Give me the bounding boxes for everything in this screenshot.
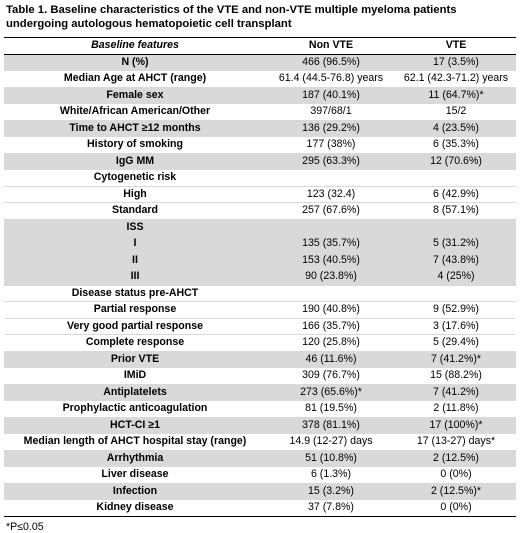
row-nonvte-value: 466 (96.5%) [266, 54, 396, 71]
table-row [4, 335, 516, 352]
row-nonvte-value: 273 (65.6%)* [266, 384, 396, 401]
table-row [4, 467, 516, 484]
row-vte-value [396, 219, 516, 236]
row-vte-value: 4 (25%) [396, 269, 516, 286]
row-feature: Time to AHCT ≥12 months [4, 120, 266, 137]
row-vte-value: 5 (31.2%) [396, 236, 516, 253]
row-feature: Antiplatelets [4, 384, 266, 401]
row-feature: N (%) [4, 54, 266, 71]
row-feature: Disease status pre-AHCT [4, 285, 266, 302]
table-row [4, 219, 516, 236]
row-vte-value [396, 285, 516, 302]
table-row [4, 351, 516, 368]
row-feature: II [4, 252, 266, 269]
row-nonvte-value: 81 (19.5%) [266, 401, 396, 418]
table-row [4, 401, 516, 418]
row-vte-value: 2 (12.5%) [396, 450, 516, 467]
row-vte-value: 9 (52.9%) [396, 302, 516, 319]
row-nonvte-value: 61.4 (44.5-76.8) years [266, 71, 396, 88]
table-row [4, 450, 516, 467]
table-row [4, 417, 516, 434]
row-vte-value: 6 (42.9%) [396, 186, 516, 203]
table-row [4, 302, 516, 319]
row-vte-value: 12 (70.6%) [396, 153, 516, 170]
row-vte-value: 4 (23.5%) [396, 120, 516, 137]
row-feature: I [4, 236, 266, 253]
row-nonvte-value: 51 (10.8%) [266, 450, 396, 467]
row-feature: III [4, 269, 266, 286]
table-row [4, 87, 516, 104]
table-row [4, 137, 516, 154]
row-feature: ISS [4, 219, 266, 236]
table-row [4, 203, 516, 220]
row-feature: Prior VTE [4, 351, 266, 368]
row-nonvte-value: 378 (81.1%) [266, 417, 396, 434]
row-feature: IMiD [4, 368, 266, 385]
row-nonvte-value: 46 (11.6%) [266, 351, 396, 368]
row-feature: History of smoking [4, 137, 266, 154]
header-baseline-features: Baseline features [4, 38, 266, 55]
table-row [4, 483, 516, 500]
header-vte: VTE [396, 38, 516, 55]
row-nonvte-value [266, 285, 396, 302]
row-nonvte-value: 37 (7.8%) [266, 500, 396, 517]
baseline-characteristics-table [4, 37, 516, 517]
row-nonvte-value: 90 (23.8%) [266, 269, 396, 286]
row-vte-value: 7 (43.8%) [396, 252, 516, 269]
header-non-vte: Non VTE [266, 38, 396, 55]
table-row [4, 120, 516, 137]
table-row [4, 285, 516, 302]
row-nonvte-value: 397/68/1 [266, 104, 396, 121]
row-vte-value: 17 (13-27) days* [396, 434, 516, 451]
row-feature: Liver disease [4, 467, 266, 484]
row-nonvte-value: 14.9 (12-27) days [266, 434, 396, 451]
row-vte-value: 17 (100%)* [396, 417, 516, 434]
row-vte-value: 15 (88.2%) [396, 368, 516, 385]
row-nonvte-value: 190 (40.8%) [266, 302, 396, 319]
table-caption: Table 1. Baseline characteristics of the VTE and non-VTE multiple myeloma patients undergoing autologous hematopoietic cell transplant [6, 4, 457, 30]
row-nonvte-value: 187 (40.1%) [266, 87, 396, 104]
row-nonvte-value: 136 (29.2%) [266, 120, 396, 137]
row-nonvte-value: 120 (25.8%) [266, 335, 396, 352]
row-feature: Median Age at AHCT (range) [4, 71, 266, 88]
row-feature: Infection [4, 483, 266, 500]
table-row [4, 54, 516, 71]
table-row [4, 368, 516, 385]
table-row [4, 170, 516, 187]
row-feature: Very good partial response [4, 318, 266, 335]
row-feature: Female sex [4, 87, 266, 104]
table-row [4, 236, 516, 253]
row-vte-value: 11 (64.7%)* [396, 87, 516, 104]
row-vte-value: 62.1 (42.3-71.2) years [396, 71, 516, 88]
row-feature: Complete response [4, 335, 266, 352]
row-nonvte-value: 257 (67.6%) [266, 203, 396, 220]
row-nonvte-value: 166 (35.7%) [266, 318, 396, 335]
row-feature: Prophylactic anticoagulation [4, 401, 266, 418]
row-feature: Kidney disease [4, 500, 266, 517]
header-row [4, 38, 516, 55]
row-nonvte-value: 153 (40.5%) [266, 252, 396, 269]
row-vte-value: 8 (57.1%) [396, 203, 516, 220]
row-feature: White/African American/Other [4, 104, 266, 121]
row-vte-value [396, 170, 516, 187]
row-nonvte-value [266, 219, 396, 236]
table-row [4, 71, 516, 88]
row-feature: Standard [4, 203, 266, 220]
row-vte-value: 17 (3.5%) [396, 54, 516, 71]
row-nonvte-value: 15 (3.2%) [266, 483, 396, 500]
table-body [4, 54, 516, 516]
row-nonvte-value: 135 (35.7%) [266, 236, 396, 253]
table-row [4, 186, 516, 203]
row-feature: Partial response [4, 302, 266, 319]
row-nonvte-value [266, 170, 396, 187]
row-vte-value: 3 (17.6%) [396, 318, 516, 335]
row-vte-value: 5 (29.4%) [396, 335, 516, 352]
row-feature: IgG MM [4, 153, 266, 170]
table-row [4, 104, 516, 121]
table-row [4, 318, 516, 335]
row-vte-value: 0 (0%) [396, 500, 516, 517]
row-feature: Cytogenetic risk [4, 170, 266, 187]
row-nonvte-value: 6 (1.3%) [266, 467, 396, 484]
table-row [4, 500, 516, 517]
row-nonvte-value: 309 (76.7%) [266, 368, 396, 385]
row-feature: Median length of AHCT hospital stay (range) [4, 434, 266, 451]
row-nonvte-value: 295 (63.3%) [266, 153, 396, 170]
row-feature: Arrhythmia [4, 450, 266, 467]
row-nonvte-value: 123 (32.4) [266, 186, 396, 203]
row-vte-value: 15/2 [396, 104, 516, 121]
row-feature: HCT-CI ≥1 [4, 417, 266, 434]
row-vte-value: 7 (41.2%) [396, 384, 516, 401]
table-row [4, 153, 516, 170]
table-row [4, 384, 516, 401]
row-nonvte-value: 177 (38%) [266, 137, 396, 154]
table-row [4, 434, 516, 451]
table-row [4, 269, 516, 286]
row-feature: High [4, 186, 266, 203]
table-row [4, 252, 516, 269]
row-vte-value: 2 (12.5%)* [396, 483, 516, 500]
row-vte-value: 6 (35.3%) [396, 137, 516, 154]
row-vte-value: 0 (0%) [396, 467, 516, 484]
table-footnote: *P≤0.05 [6, 520, 44, 533]
row-vte-value: 7 (41.2%)* [396, 351, 516, 368]
row-vte-value: 2 (11.8%) [396, 401, 516, 418]
